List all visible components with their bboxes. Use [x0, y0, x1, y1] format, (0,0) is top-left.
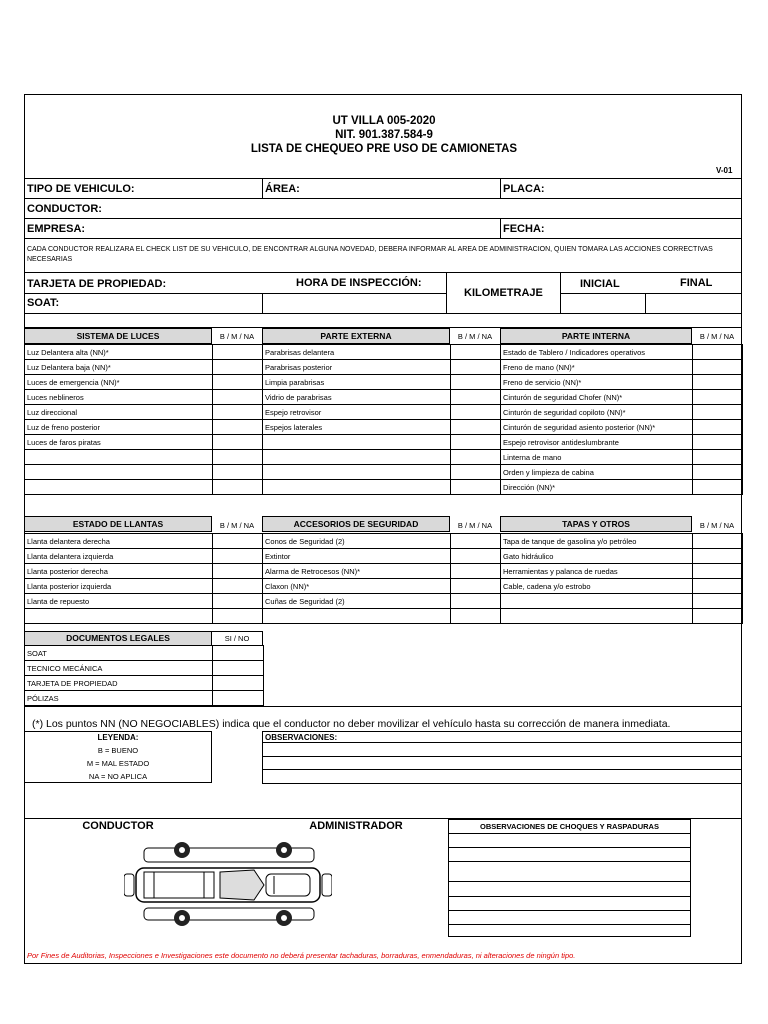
tapas-item [501, 594, 693, 609]
hora-inspeccion-label: HORA DE INSPECCIÓN: [296, 277, 422, 289]
section2-row [25, 534, 743, 549]
interna-rating-cell[interactable] [693, 450, 743, 465]
documento-si-no-cell[interactable] [213, 676, 264, 691]
llantas-header: ESTADO DE LLANTAS [24, 516, 212, 532]
llantas-item: Llanta delantera izquierda [25, 549, 213, 564]
instruction-text: CADA CONDUCTOR REALIZARA EL CHECK LIST DE SU VEHICULO, DE ENCONTRAR ALGUNA NOVEDAD, DEBERA INFORMAR AL AREA DE ADMINISTRACION, QUIEN TOMARA LAS ACCIONES CORRECTIVAS NECESARIAS [27, 246, 713, 263]
accesorios-item: Extintor [263, 549, 451, 564]
luces-item [25, 465, 213, 480]
externa-rating-cell[interactable] [451, 360, 501, 375]
luces-item: Luces de faros piratas [25, 435, 213, 450]
final-label: FINAL [680, 277, 713, 289]
interna-header: PARTE INTERNA [500, 328, 692, 344]
interna-rating-cell[interactable] [693, 420, 743, 435]
accesorios-header: ACCESORIOS DE SEGURIDAD [262, 516, 450, 532]
section2-row [25, 549, 743, 564]
interna-rating-cell[interactable] [693, 345, 743, 360]
externa-rating-header: B / M / NA [457, 332, 493, 341]
kilometraje-label: KILOMETRAJE [464, 287, 543, 299]
leyenda-no-aplica: NA = NO APLICA [88, 772, 148, 781]
interna-rating-header: B / M / NA [699, 332, 735, 341]
accesorios-item: Conos de Seguridad (2) [263, 534, 451, 549]
externa-item: Parabrisas posterior [263, 360, 451, 375]
llantas-rating-cell[interactable] [213, 564, 263, 579]
choques-box [448, 819, 691, 937]
section1-row [25, 435, 743, 450]
externa-rating-cell[interactable] [451, 345, 501, 360]
interna-rating-cell[interactable] [693, 390, 743, 405]
luces-rating-cell[interactable] [213, 480, 263, 495]
section1-row [25, 390, 743, 405]
tapas-rating-cell[interactable] [693, 579, 743, 594]
llantas-item: Llanta de repuesto [25, 594, 213, 609]
interna-item: Freno de mano (NN)* [501, 360, 693, 375]
section1-row [25, 345, 743, 360]
tipo-vehiculo-label: TIPO DE VEHICULO: [27, 183, 135, 195]
externa-header: PARTE EXTERNA [262, 328, 450, 344]
luces-item: Luz de freno posterior [25, 420, 213, 435]
documento-si-no-cell[interactable] [213, 691, 264, 706]
luces-item [25, 450, 213, 465]
documentos-row [25, 691, 264, 706]
interna-item: Orden y limpieza de cabina [501, 465, 693, 480]
documento-item: TECNICO MECÁNICA [25, 661, 213, 676]
interna-item: Espejo retrovisor antideslumbrante [501, 435, 693, 450]
documentos-row [25, 646, 264, 661]
tapas-item: Tapa de tanque de gasolina y/o petróleo [501, 534, 693, 549]
tapas-rating-cell[interactable] [693, 564, 743, 579]
interna-rating-cell[interactable] [693, 435, 743, 450]
tapas-rating-cell[interactable] [693, 534, 743, 549]
llantas-rating-cell[interactable] [213, 579, 263, 594]
conductor-label: CONDUCTOR: [27, 203, 102, 215]
documentos-col-header: SI / NO [224, 634, 250, 643]
interna-rating-cell[interactable] [693, 480, 743, 495]
llantas-item: Llanta delantera derecha [25, 534, 213, 549]
luces-rating-cell[interactable] [213, 435, 263, 450]
tapas-rating-header: B / M / NA [699, 521, 735, 530]
section1-row [25, 405, 743, 420]
section1-row [25, 480, 743, 495]
choques-title: OBSERVACIONES DE CHOQUES Y RASPADURAS [480, 822, 659, 831]
luces-item: Luz direccional [25, 405, 213, 420]
tapas-rating-cell[interactable] [693, 549, 743, 564]
conductor-signature-label: CONDUCTOR [82, 820, 154, 832]
section2-row [25, 609, 743, 624]
externa-item [263, 450, 451, 465]
section1-row [25, 420, 743, 435]
accesorios-rating-cell[interactable] [451, 594, 501, 609]
externa-rating-cell[interactable] [451, 465, 501, 480]
luces-rating-header: B / M / NA [219, 332, 255, 341]
accesorios-item [263, 609, 451, 624]
luces-item: Luces neblineros [25, 390, 213, 405]
section2-row [25, 564, 743, 579]
version-code: V-01 [716, 166, 733, 175]
tarjeta-propiedad-label: TARJETA DE PROPIEDAD: [27, 278, 167, 290]
externa-rating-cell[interactable] [451, 390, 501, 405]
accesorios-rating-cell[interactable] [451, 564, 501, 579]
company-name: UT VILLA 005-2020 [332, 115, 436, 127]
externa-item [263, 465, 451, 480]
interna-item: Freno de servicio (NN)* [501, 375, 693, 390]
accesorios-rating-cell[interactable] [451, 609, 501, 624]
form-title: LISTA DE CHEQUEO PRE USO DE CAMIONETAS [250, 143, 518, 155]
externa-item: Espejos laterales [263, 420, 451, 435]
llantas-rating-header: B / M / NA [219, 521, 255, 530]
externa-item: Limpia parabrisas [263, 375, 451, 390]
section2-row [25, 594, 743, 609]
luces-rating-cell[interactable] [213, 405, 263, 420]
interna-rating-cell[interactable] [693, 375, 743, 390]
tapas-item [501, 609, 693, 624]
leyenda-title: LEYENDA: [97, 733, 139, 742]
section1-table [24, 344, 743, 495]
tapas-rating-cell[interactable] [693, 609, 743, 624]
documentos-row [25, 661, 264, 676]
llantas-rating-cell[interactable] [213, 549, 263, 564]
interna-item: Estado de Tablero / Indicadores operativos [501, 345, 693, 360]
interna-rating-cell[interactable] [693, 465, 743, 480]
documento-si-no-cell[interactable] [213, 661, 264, 676]
vehicle-diagram [124, 838, 332, 928]
llantas-rating-cell[interactable] [213, 609, 263, 624]
externa-item [263, 480, 451, 495]
tapas-header: TAPAS Y OTROS [500, 516, 692, 532]
leyenda-bueno: B = BUENO [97, 746, 139, 755]
luces-rating-cell[interactable] [213, 390, 263, 405]
luces-header: SISTEMA DE LUCES [24, 328, 212, 344]
accesorios-item: Cuñas de Seguridad (2) [263, 594, 451, 609]
luces-rating-cell[interactable] [213, 375, 263, 390]
section1-row [25, 375, 743, 390]
llantas-item [25, 609, 213, 624]
luces-item: Luces de emergencia (NN)* [25, 375, 213, 390]
accesorios-rating-cell[interactable] [451, 549, 501, 564]
externa-rating-cell[interactable] [451, 375, 501, 390]
accesorios-item: Claxon (NN)* [263, 579, 451, 594]
placa-label: PLACA: [503, 183, 545, 195]
luces-rating-cell[interactable] [213, 450, 263, 465]
documento-si-no-cell[interactable] [213, 646, 264, 661]
soat-label: SOAT: [27, 297, 60, 309]
section2-table [24, 533, 743, 624]
llantas-rating-cell[interactable] [213, 594, 263, 609]
accesorios-rating-header: B / M / NA [457, 521, 493, 530]
observaciones-label: OBSERVACIONES: [265, 733, 338, 742]
documentos-header: DOCUMENTOS LEGALES [24, 631, 212, 646]
section1-row [25, 465, 743, 480]
documentos-table [24, 645, 264, 706]
luces-item [25, 480, 213, 495]
empresa-label: EMPRESA: [27, 223, 86, 235]
accesorios-rating-cell[interactable] [451, 534, 501, 549]
interna-item: Dirección (NN)* [501, 480, 693, 495]
inicial-label: INICIAL [580, 278, 620, 290]
audit-footer-note: Por Fines de Auditorias, Inspecciones e Investigaciones este documento no deberá presentar tachaduras, borraduras, enmendaduras, ni alteraciones de ningún tipo. [27, 951, 576, 960]
documentos-row [25, 676, 264, 691]
externa-item: Espejo retrovisor [263, 405, 451, 420]
llantas-item: Llanta posterior derecha [25, 564, 213, 579]
interna-item: Cinturón de seguridad copiloto (NN)* [501, 405, 693, 420]
llantas-rating-cell[interactable] [213, 534, 263, 549]
documento-item: SOAT [25, 646, 213, 661]
nn-note: (*) Los puntos NN (NO NEGOCIABLES) indica que el conductor no deber movilizar el vehículo hasta su corrección de manera inmediata. [32, 718, 671, 730]
administrador-signature-label: ADMINISTRADOR [309, 820, 403, 832]
tapas-item: Gato hidráulico [501, 549, 693, 564]
interna-rating-cell[interactable] [693, 360, 743, 375]
luces-rating-cell[interactable] [213, 360, 263, 375]
luces-rating-cell[interactable] [213, 420, 263, 435]
externa-rating-cell[interactable] [451, 405, 501, 420]
externa-item: Vidrio de parabrisas [263, 390, 451, 405]
tapas-rating-cell[interactable] [693, 594, 743, 609]
externa-rating-cell[interactable] [451, 435, 501, 450]
documento-item: TARJETA DE PROPIEDAD [25, 676, 213, 691]
accesorios-item: Alarma de Retrocesos (NN)* [263, 564, 451, 579]
externa-item [263, 435, 451, 450]
tapas-item: Cable, cadena y/o estrobo [501, 579, 693, 594]
fecha-label: FECHA: [503, 223, 545, 235]
luces-rating-cell[interactable] [213, 465, 263, 480]
interna-item: Cinturón de seguridad asiento posterior (NN)* [501, 420, 693, 435]
luces-item: Luz Delantera baja (NN)* [25, 360, 213, 375]
luces-item: Luz Delantera alta (NN)* [25, 345, 213, 360]
section1-row [25, 360, 743, 375]
externa-rating-cell[interactable] [451, 450, 501, 465]
section2-row [25, 579, 743, 594]
tapas-item: Herramientas y palanca de ruedas [501, 564, 693, 579]
externa-rating-cell[interactable] [451, 420, 501, 435]
leyenda-mal-estado: M = MAL ESTADO [86, 759, 150, 768]
interna-item: Linterna de mano [501, 450, 693, 465]
externa-item: Parabrisas delantera [263, 345, 451, 360]
documento-item: PÓLIZAS [25, 691, 213, 706]
area-label: ÁREA: [265, 183, 300, 195]
externa-rating-cell[interactable] [451, 480, 501, 495]
interna-rating-cell[interactable] [693, 405, 743, 420]
company-nit: NIT. 901.387.584-9 [335, 129, 433, 141]
llantas-item: Llanta posterior izquierda [25, 579, 213, 594]
luces-rating-cell[interactable] [213, 345, 263, 360]
accesorios-rating-cell[interactable] [451, 579, 501, 594]
section1-row [25, 450, 743, 465]
interna-item: Cinturón de seguridad Chofer (NN)* [501, 390, 693, 405]
